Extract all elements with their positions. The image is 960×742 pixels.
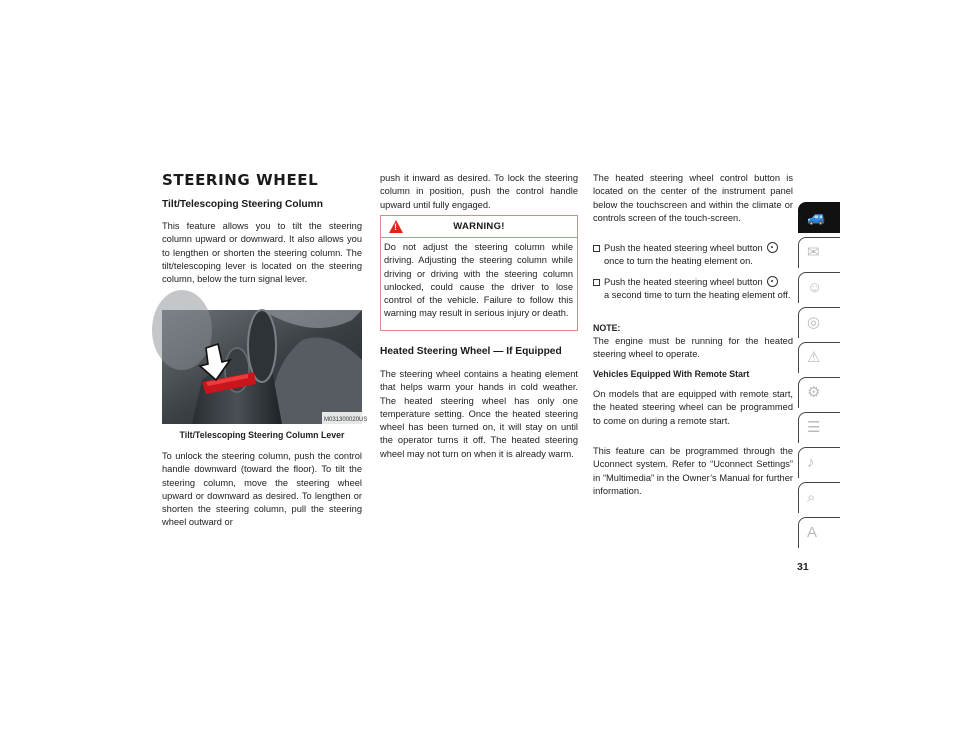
bullet-item	[593, 242, 793, 269]
warning-box	[380, 215, 578, 331]
page-number: 31	[797, 561, 809, 573]
spec-list-icon: ☰	[807, 419, 821, 436]
side-tab-emergency[interactable]	[798, 342, 840, 373]
bullet-text-start: Push the heated steering wheel button	[604, 277, 763, 287]
bullet-text-start: Push the heated steering wheel button	[604, 243, 763, 253]
side-tab-index[interactable]	[798, 482, 840, 513]
warning-header	[381, 216, 577, 238]
warning-title: WARNING!	[453, 221, 505, 232]
multimedia-icon: ♪	[807, 454, 815, 471]
car-crash-icon: ⚠	[807, 349, 821, 366]
warning-triangle-icon: !	[389, 220, 403, 233]
bullet-text-end: once to turn the heating element on.	[604, 256, 753, 267]
subheading-tilt: Tilt/Telescoping Steering Column	[162, 199, 323, 210]
car-info-icon: 🚙	[807, 209, 826, 226]
note-label: NOTE:	[593, 323, 621, 333]
figure-caption: Tilt/Telescoping Steering Column Lever	[179, 430, 345, 440]
airbag-icon: ☺	[807, 279, 823, 296]
paragraph-lock: push it inward as desired. To lock the steering column in position, push the control handle upward until fully engaged.	[380, 173, 578, 210]
side-tab-multimedia[interactable]	[798, 447, 840, 478]
paragraph-intro: This feature allows you to tilt the steering column upward or downward. It also allows you to lengthen or shorten the steering column. The tilt/telescoping lever is located on the steering column, below the turn signal lever.	[162, 221, 362, 285]
dashboard-message-icon: ✉	[807, 244, 820, 261]
search-icon: ⌕	[807, 489, 816, 506]
side-tab-language[interactable]	[798, 517, 840, 548]
heated-wheel-icon	[767, 242, 778, 253]
note-text: The engine must be running for the heated steering wheel to operate.	[593, 336, 793, 360]
bullet-square-icon	[593, 279, 600, 286]
remote-start-heading: Vehicles Equipped With Remote Start	[593, 369, 750, 379]
steering-wheel-icon: ◎	[807, 314, 821, 331]
section-title: STEERING WHEEL	[162, 171, 319, 189]
bullet-item	[593, 276, 793, 303]
heated-wheel-icon	[767, 276, 778, 287]
warning-body: Do not adjust the steering column while driving. Adjusting the steering column while driving or driving with the steering column unlocked, could cause the driver to lose control of the vehicle. Failure to follow this warning may result in serious injury or death.	[384, 242, 573, 319]
paragraph-location: The heated steering wheel control button is located on the center of the instrument panel below the touchscreen and within the climate or controls screen of the touch-screen.	[593, 173, 793, 223]
side-tab-service[interactable]	[798, 377, 840, 408]
bullet-square-icon	[593, 245, 600, 252]
side-tab-vehicle-info[interactable]	[798, 202, 840, 233]
figure-code: M031300020US	[324, 417, 368, 423]
steering-column-photo	[162, 310, 368, 424]
paragraph-heated: The steering wheel contains a heating element that helps warm your hands in cold weather. The heated steering wheel has only one temperature setting. Once the heated steering wheel has been turned on, it will stay on until the operator turns it off. The heated steering wheel may not turn on when it is already warm.	[380, 369, 578, 459]
paragraph-uconnect: This feature can be programmed through the Uconnect system. Refer to “Uconnect Settings” in “Multimedia” in the Owner’s Manual for further information.	[593, 446, 793, 496]
side-tab-dashboard[interactable]	[798, 237, 840, 268]
subheading-heated: Heated Steering Wheel — If Equipped	[380, 346, 562, 357]
side-tab-specifications[interactable]	[798, 412, 840, 443]
side-tab-safety[interactable]	[798, 272, 840, 303]
steering-column-illustration	[162, 310, 368, 424]
side-tab-driving[interactable]	[798, 307, 840, 338]
paragraph-unlock: To unlock the steering column, push the control handle downward (toward the floor). To tilt the steering column, move the steering wheel upward or downward as desired. To lengthen or shorten the steering column, pull the steering wheel outward or	[162, 451, 362, 528]
language-icon: A	[807, 524, 818, 541]
paragraph-remote-start: On models that are equipped with remote start, the heated steering wheel can be programmed to come on during a remote start.	[593, 389, 793, 426]
car-service-icon: ⚙	[807, 384, 821, 401]
bullet-text-end: a second time to turn the heating element off.	[604, 290, 791, 301]
